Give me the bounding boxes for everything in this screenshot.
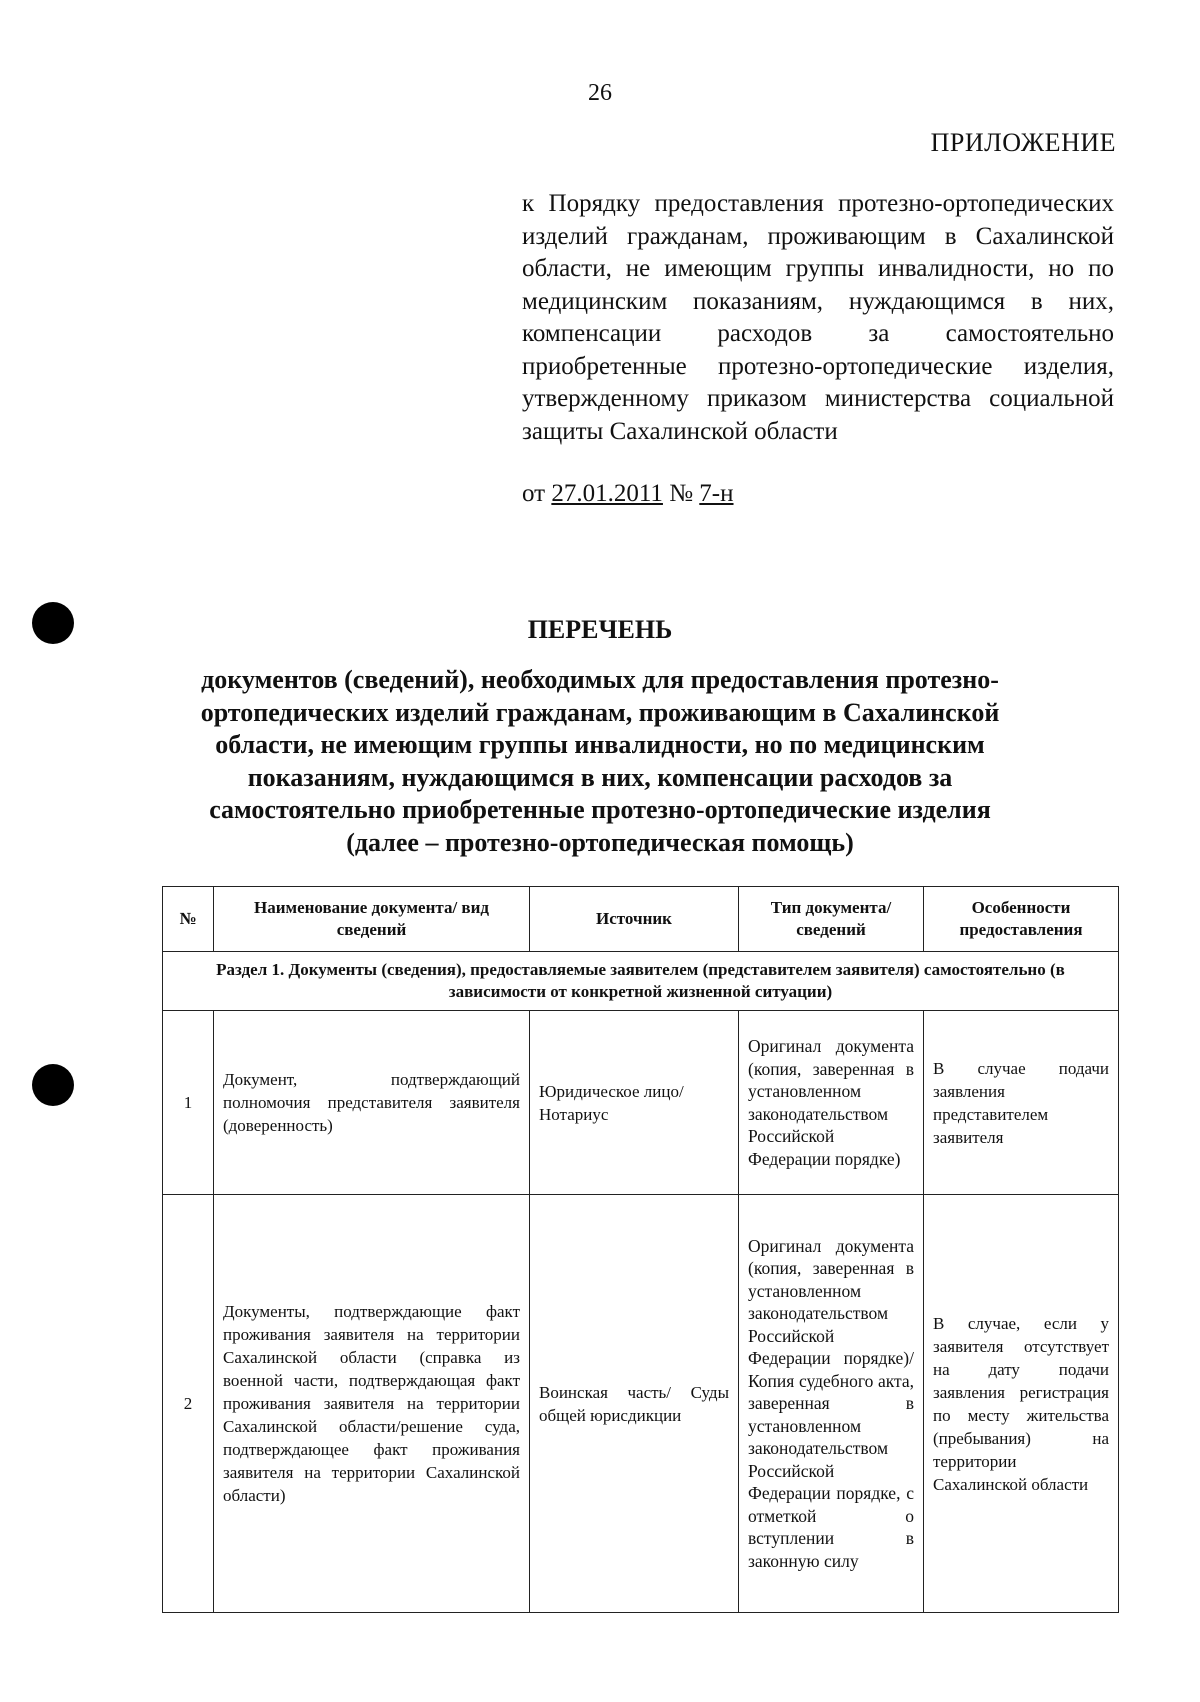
row-num: 2 — [163, 1195, 214, 1613]
header-type: Тип документа/ сведений — [739, 887, 924, 952]
page-number: 26 — [588, 80, 612, 106]
header-num: № — [163, 887, 214, 952]
appendix-title: ПРИЛОЖЕНИЕ — [930, 128, 1116, 157]
order-date: 27.01.2011 — [551, 480, 663, 507]
header-source: Источник — [530, 887, 739, 952]
appendix-text: к Порядку предоставления протезно-ортопедических изделий гражданам, проживающим в Сахалинской области, не имеющим группы инвалидности, но по медицинским показаниям, нуждающимся в них, компенсации расходов за самостоятельно приобретенные протезно-ортопедические изделия, утвержденному приказом министерства социальной защиты Сахалинской области — [522, 190, 1114, 445]
row-features: В случае подачи заявления представителем заявителя — [924, 1011, 1119, 1195]
header-name: Наименование документа/ вид сведений — [214, 887, 530, 952]
row-features: В случае, если у заявителя отсутствует на дату подачи заявления регистрация по месту жительства (пребывания) на территории Сахалинской области — [924, 1195, 1119, 1613]
number-sign: № — [669, 480, 694, 507]
table-header-row — [163, 887, 1119, 952]
binder-hole — [32, 1064, 74, 1106]
appendix-date-line — [522, 480, 734, 508]
table-row — [163, 1195, 1119, 1613]
list-subtitle: документов (сведений), необходимых для предоставления протезно-ортопедических изделий гражданам, проживающим в Сахалинской области, не имеющим группы инвалидности, но по медицинским показаниям, нуждающимся в них, компенсации расходов за самостоятельно приобретенные протезно-ортопедические изделия (далее – протезно-ортопедическая помощь) — [200, 665, 1000, 857]
order-number: 7-н — [699, 480, 734, 507]
section-row — [163, 952, 1119, 1011]
row-source: Воинская часть/ Суды общей юрисдикции — [530, 1195, 739, 1613]
row-source: Юридическое лицо/ Нотариус — [530, 1011, 739, 1195]
row-name: Документы, подтверждающие факт проживания заявителя на территории Сахалинской области (справка из военной части, подтверждающая факт проживания заявителя на территории Сахалинской области/решение суда, подтверждающее факт проживания заявителя на территории Сахалинской области) — [214, 1195, 530, 1613]
row-type: Оригинал документа (копия, заверенная в установленном законодательством Российской Федерации порядке)/ Копия судебного акта, заверенная в установленном законодательством Российской Федерации порядке, с отметкой о вступлении в законную силу — [739, 1195, 924, 1613]
header-features: Особенности предоставления — [924, 887, 1119, 952]
date-prefix: от — [522, 480, 546, 507]
row-name: Документ, подтверждающий полномочия представителя заявителя (доверенность) — [214, 1011, 530, 1195]
list-title: ПЕРЕЧЕНЬ — [527, 615, 673, 644]
documents-table — [162, 886, 1119, 1613]
section-title: Раздел 1. Документы (сведения), предоставляемые заявителем (представителем заявителя) самостоятельно (в зависимости от конкретной жизненной ситуации) — [163, 952, 1119, 1011]
row-num: 1 — [163, 1011, 214, 1195]
table-row — [163, 1011, 1119, 1195]
row-type: Оригинал документа (копия, заверенная в установленном законодательством Российской Федерации порядке) — [739, 1011, 924, 1195]
